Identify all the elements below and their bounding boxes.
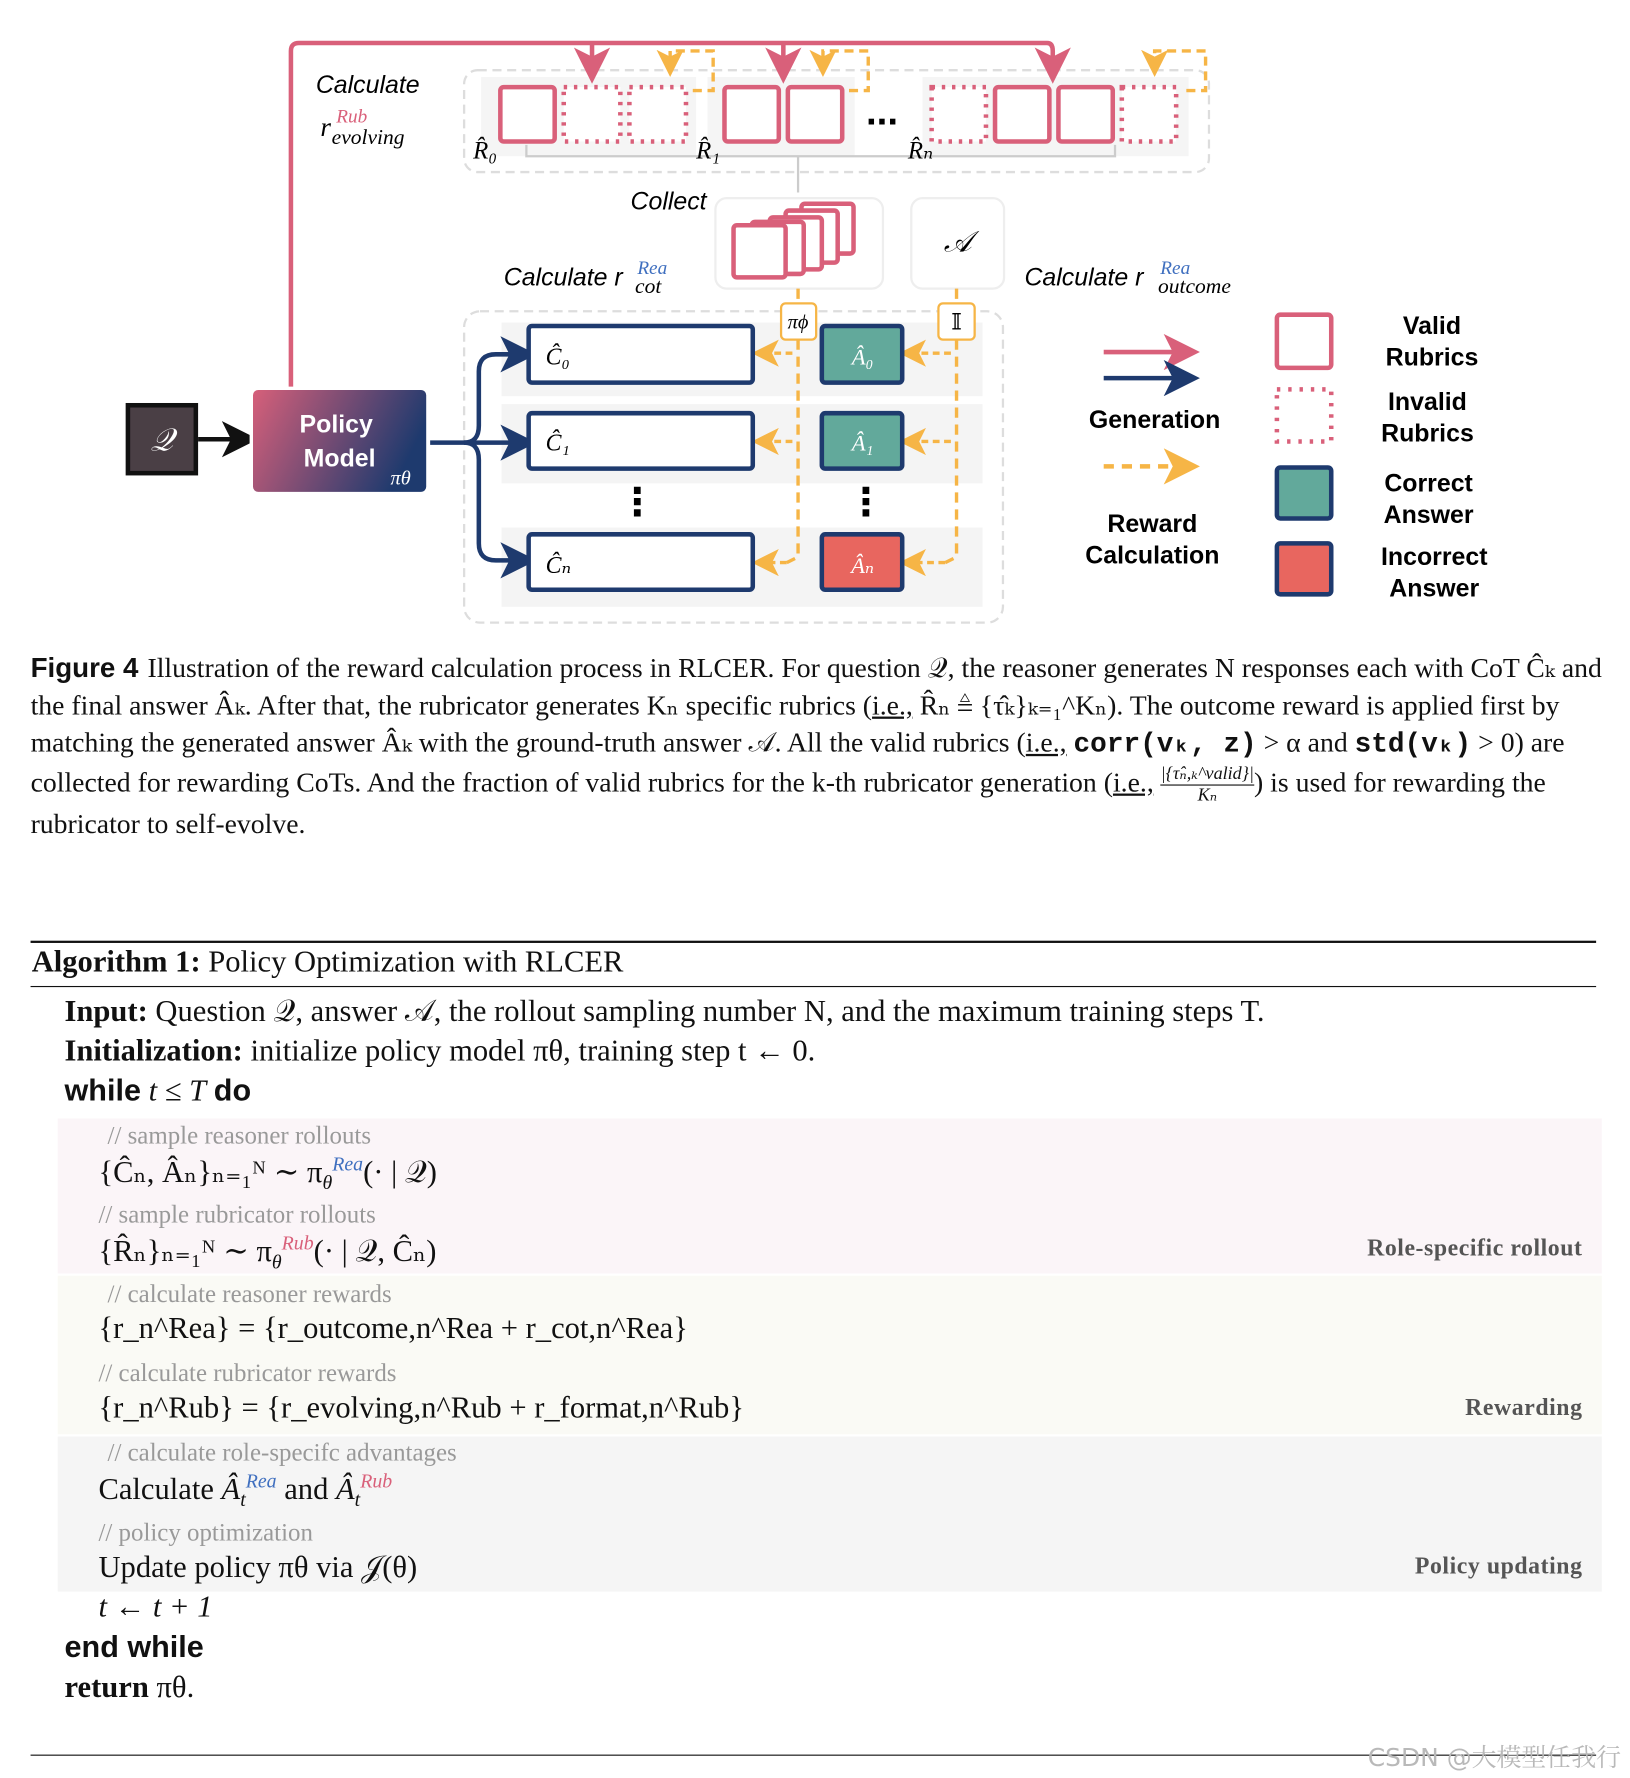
return-line	[65, 1670, 195, 1705]
caption-text-2: R̂ₙ ≜ {τ̂ₖ}ₖ₌₁^Kₙ). The outcome reward is applied first by matching the generated answer Âₖ with the ground-truth answer 𝒜. All the valid rubrics (	[30, 690, 1560, 759]
l2-left: {R̂ₙ}ₙ₌₁ᴺ ∼ π	[98, 1233, 272, 1268]
l1-right: (· | 𝒬)	[363, 1154, 437, 1189]
side-label-policy: Policy updating	[1414, 1551, 1583, 1580]
pi-phi-label: πϕ	[787, 311, 809, 334]
legend-reward: Reward	[1107, 510, 1198, 539]
answer-symbol: 𝒜	[943, 226, 972, 259]
rubric-ellipsis: ...	[865, 90, 899, 134]
evolving-sub: evolving	[331, 124, 405, 149]
return-keyword: return	[64, 1669, 149, 1704]
comment-policy-opt: // policy optimization	[98, 1518, 313, 1547]
rubric-boxes	[500, 87, 1176, 141]
legend-incorrect-icon	[1277, 543, 1331, 594]
comment-reasoner-rollouts: // sample reasoner rollouts	[107, 1120, 372, 1149]
cot-vdots: ⋮	[618, 481, 657, 525]
reasoner-rollout-line: {Ĉₙ, Âₙ}ₙ₌₁ᴺ ∼ $\pi_\theta^{Rea}(\cdot$ | 𝒬)	[98, 1152, 437, 1194]
figure-label: Figure 4	[30, 653, 139, 684]
algorithm-title	[32, 944, 624, 979]
legend-correct-icon	[1277, 468, 1331, 519]
init-line	[65, 1034, 816, 1069]
cot-label-1: Ĉ₁	[545, 430, 570, 457]
caption-std: std(vₖ)	[1354, 730, 1472, 761]
rubricator-rollout-line: {R̂ₙ}ₙ₌₁ᴺ ∼ $\pi_\theta^{Rub}(\cdot$ | 𝒬, Ĉₙ)	[98, 1231, 437, 1273]
legend-invalid-icon	[1277, 389, 1331, 441]
legend-calculation: Calculation	[1085, 541, 1220, 570]
input-line	[65, 994, 1265, 1030]
cot-sub: cot	[635, 274, 662, 299]
caption-text-1: Illustration of the reward calculation process in RLCER. For question 𝒬, the reasoner generates N responses each with CoT Ĉₖ and the final answer Âₖ. After that, the rubricator generates Kₙ specific rubrics (	[30, 653, 1602, 722]
legend-invalid-1: Invalid	[1388, 387, 1467, 416]
comment-reasoner-rewards: // calculate reasoner rewards	[107, 1279, 392, 1308]
rubricator-reward-line: {r_n^Rub} = {r_evolving,n^Rub + r_format,n^Rub}	[98, 1390, 745, 1425]
collect-label: Collect	[630, 187, 707, 216]
rubric-label-1: R̂₁	[696, 137, 721, 165]
figure-caption	[31, 650, 1604, 844]
l2-right: (· | 𝒬, Ĉₙ)	[313, 1233, 437, 1268]
r-symbol: r	[320, 111, 331, 142]
caption-ie-3: i.e.,	[1112, 767, 1154, 799]
input-keyword: Input:	[64, 993, 148, 1028]
step-increment-line: t ← t + 1	[98, 1589, 213, 1624]
fraction-numerator: |{τ̂ₙ,ₖ^valid}|	[1161, 764, 1254, 786]
calculate-evolving-label: Calculate	[315, 70, 420, 99]
caption-text-5: ) is used for rewarding the rubricator to self-evolve.	[30, 767, 1546, 840]
side-label-rollout: Role-specific rollout	[1367, 1233, 1583, 1262]
caption-ie-2: i.e.,	[1025, 727, 1067, 759]
legend-incorrect-2: Answer	[1389, 574, 1480, 603]
caption-corr: corr(vₖ, z)	[1073, 730, 1257, 761]
side-label-rewarding: Rewarding	[1465, 1393, 1583, 1421]
legend-correct-1: Correct	[1384, 469, 1473, 498]
and-word: and	[284, 1471, 329, 1506]
rub-sup: Rub	[336, 106, 368, 128]
legend-valid-icon	[1277, 315, 1331, 368]
init-text: initialize policy model πθ, training step t ← 0.	[250, 1033, 816, 1068]
rubric-label-0: R̂₀	[473, 137, 498, 165]
legend-valid-1: Valid	[1402, 311, 1462, 340]
indicator-label: 𝕀	[951, 309, 962, 335]
do-keyword: do	[213, 1073, 252, 1108]
init-keyword: Initialization:	[64, 1033, 243, 1068]
input-text: Question 𝒬, answer 𝒜, the rollout sampling number N, and the maximum training steps T.	[155, 993, 1265, 1028]
answer-label-0: Â₀	[851, 344, 874, 370]
watermark: CSDN @大模型任我行	[1367, 1744, 1622, 1773]
caption-fraction	[1161, 764, 1254, 806]
outcome-sub: outcome	[1158, 274, 1231, 299]
caption-text-3: > α and	[1256, 727, 1355, 759]
l1-left: {Ĉₙ, Âₙ}ₙ₌₁ᴺ ∼ π	[98, 1154, 323, 1189]
rubric-label-n: R̂ₙ	[907, 137, 934, 165]
legend-invalid-2: Rubrics	[1381, 419, 1474, 448]
q-symbol: 𝒬	[150, 422, 174, 458]
legend-valid-2: Rubrics	[1385, 343, 1479, 372]
rea-sup-outcome: Rea	[1160, 257, 1191, 279]
end-while-keyword: end while	[64, 1630, 204, 1665]
policy-label: Policy	[299, 410, 373, 439]
cot-label-n: Ĉₙ	[545, 552, 572, 579]
answer-label-n: Âₙ	[851, 552, 875, 578]
while-keyword: while	[64, 1073, 141, 1108]
calculate-cot-label: Calculate r	[503, 263, 623, 292]
calculate-word: Calculate	[98, 1471, 214, 1506]
legend-generation: Generation	[1088, 405, 1221, 434]
calculate-outcome-label: Calculate r	[1024, 263, 1144, 292]
cot-label-0: Ĉ₀	[545, 344, 570, 371]
algorithm-number: Algorithm 1:	[31, 944, 201, 979]
return-value: πθ.	[156, 1669, 195, 1704]
legend-incorrect-1: Incorrect	[1380, 542, 1488, 571]
rlcer-diagram	[0, 0, 1630, 634]
fraction-denominator: Kₙ	[1197, 785, 1218, 805]
caption-ie-1: i.e.,	[872, 690, 913, 722]
comment-rubricator-rollouts: // sample rubricator rollouts	[98, 1199, 376, 1229]
pi-theta-label: πθ	[390, 467, 411, 490]
while-line	[65, 1073, 252, 1108]
answer-vdots: ⋮	[846, 481, 886, 525]
comment-rubricator-rewards: // calculate rubricator rewards	[98, 1358, 397, 1387]
model-label: Model	[303, 444, 376, 473]
rea-sup-cot: Rea	[637, 257, 668, 279]
comment-advantages: // calculate role-specifc advantages	[107, 1437, 457, 1466]
advantage-line: Calculate $Â_t^{Rea}$ and $Â_t^{Rub}$	[98, 1469, 393, 1511]
algorithm-name: Policy Optimization with RLCER	[208, 944, 624, 979]
while-condition: t ≤ T	[148, 1073, 207, 1108]
reasoner-reward-line: {r_n^Rea} = {r_outcome,n^Rea + r_cot,n^Rea}	[98, 1310, 688, 1345]
update-policy-line: Update policy πθ via 𝒥(θ)	[98, 1549, 418, 1584]
caption-text-4: > 0) are collected for rewarding CoTs. And the fraction of valid rubrics for the k-th rubricator generation (	[30, 727, 1565, 799]
legend-correct-2: Answer	[1383, 500, 1474, 529]
rea-sup-l1: Rea	[332, 1152, 364, 1176]
answer-label-1: Â₁	[851, 430, 874, 456]
